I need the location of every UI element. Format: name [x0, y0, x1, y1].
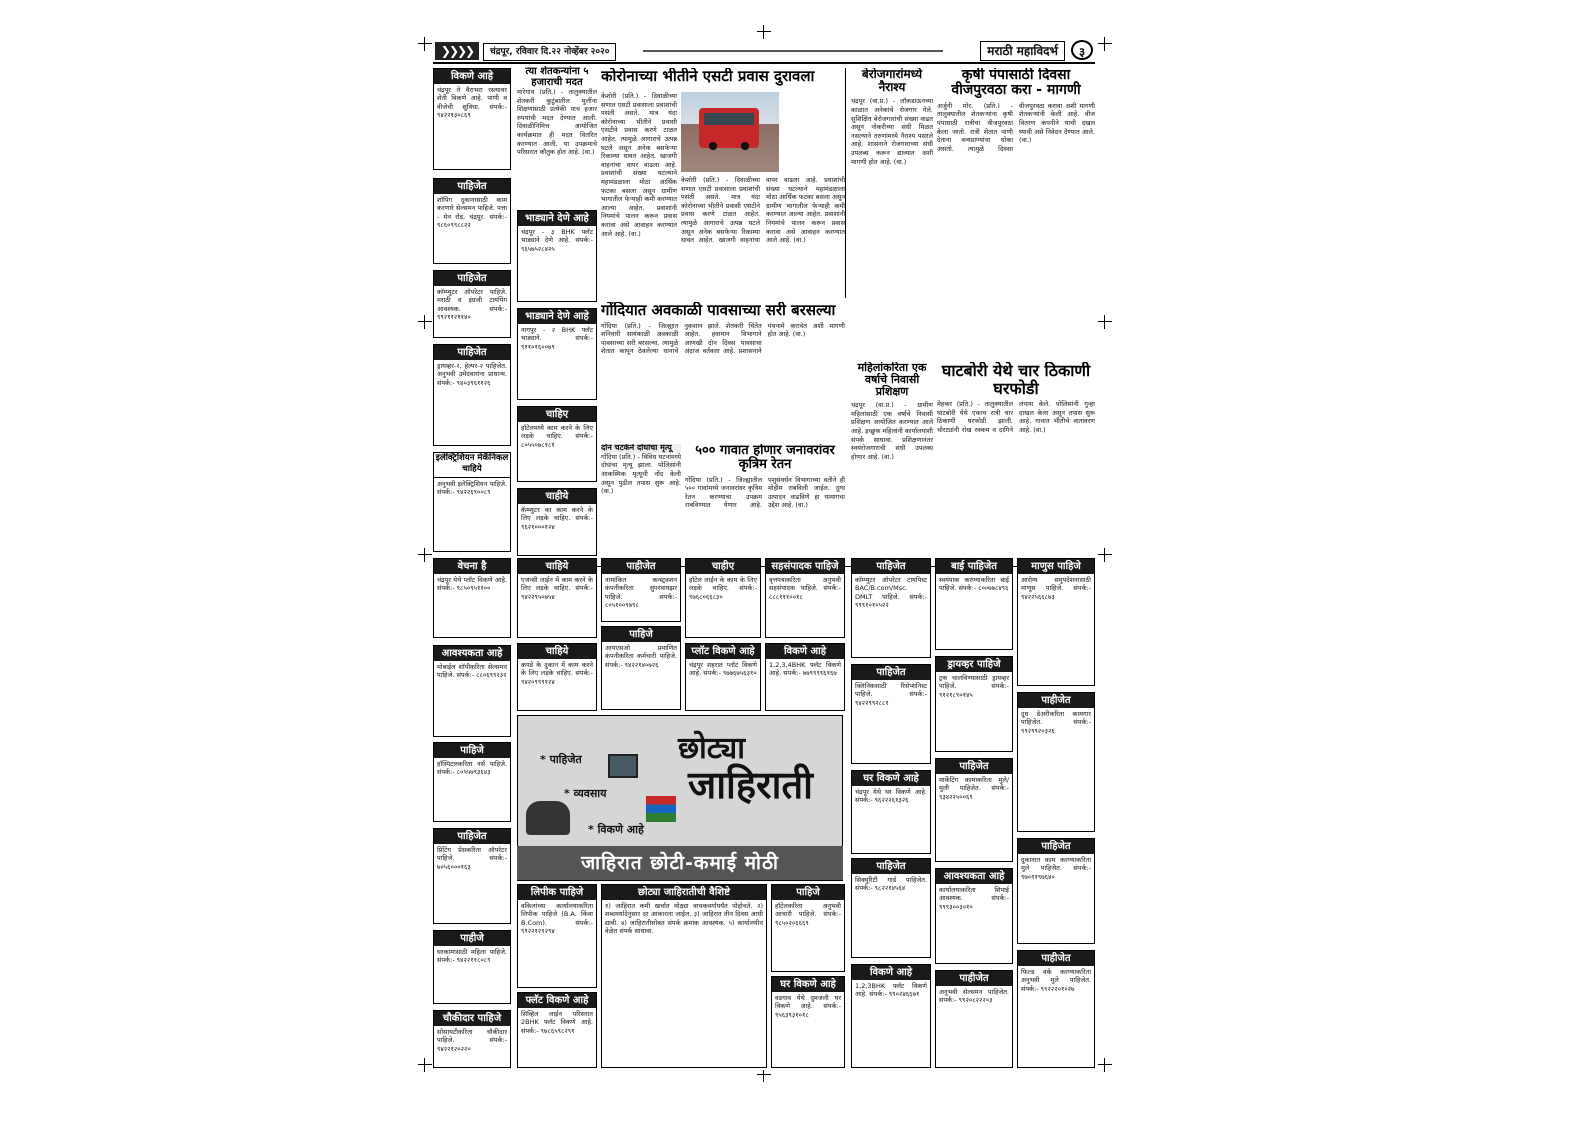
crop-mark: [418, 315, 432, 329]
ad-body: ड्रायव्हर-२, हेल्पर-२ पाहिजेत. अनुभवी उमेदवारांना प्राधान्य. संपर्क:- ९४०३९६११२६: [437, 362, 507, 387]
ad-title: माणुस पाहिजे: [1018, 559, 1094, 574]
crop-mark: [418, 1058, 432, 1072]
ad-title: ड्रायव्हर पाहिजे: [936, 657, 1012, 672]
banner-bullet: * विकणे आहे: [588, 823, 644, 836]
banner-slogan: जाहिरात छोटी-कमाई मोठी: [517, 846, 843, 880]
ad-body: कॅम्प्युटर का काम करने के लिए लड़के चाहिए. संपर्क:- ९६२१०००१२४: [521, 506, 593, 531]
classified-ad: [517, 406, 597, 482]
article-headline: त्या शेतकन्यांना ५ हजाराची मदत: [525, 66, 589, 88]
classified-ad: [1017, 558, 1095, 686]
article-headline: घाटबोरी येथे चार ठिकाणी घरफोडी: [941, 362, 1091, 398]
ad-title: चाहिये: [518, 559, 596, 574]
ad-body: कार्यालयाकरिता शिपाई आवश्यक. संपर्क:- ९९९३००३०१०: [939, 886, 1009, 911]
classified-ad: [433, 270, 511, 338]
ad-body: चंद्रपूर - ३ BHK फ्लॅट भाड्याने देणे आहे. संपर्क:- ९६५७५२८४२५: [521, 228, 593, 253]
chevron-icon: ❯❯❯❯: [435, 42, 479, 60]
ad-body: वकिलांच्या कार्यालयाकरिता लिपीक पाहिजे (B.A. किंवा B.Com). संपर्क:- ९९२२१२९२९४: [521, 902, 593, 936]
classified-ad: [935, 558, 1013, 650]
ad-body: चंद्रपूर येथे प्लॉट विकणे आहे. संपर्क:- ९८५०९५११००: [437, 576, 507, 593]
ad-title: आवश्यकता आहे: [434, 646, 510, 661]
ad-title: पाहीजेत: [602, 559, 680, 574]
dateline: चंद्रपूर, रविवार दि.२२ नोव्हेंबर २०२०: [483, 43, 616, 61]
article-theft: [937, 362, 1095, 562]
classified-ad: [517, 488, 597, 556]
ad-body: स्वयंपाक करण्याकरिता बाई पाहिजे. संपर्क:- ८००७७८४९६: [939, 576, 1009, 593]
classified-ad: [601, 626, 681, 710]
ad-title: चाहिए: [518, 407, 596, 422]
column-rule: [845, 68, 846, 298]
classified-ad: [851, 964, 931, 1068]
ad-body: नामांकित कन्स्ट्रक्शन कंपनीकरिता सुपरवायझर पाहिजे. संपर्क:- ८०५१००९७९८: [605, 576, 677, 610]
classified-ad: [433, 645, 511, 737]
article-body: गोंदिया (प्रति.) - विविध घटनांमध्ये दोघांचा मृत्यू झाला. पोलिसांनी आकस्मिक मृत्यूची नोंद केली असून पुढील तपास सुरू आहे. (वा.): [601, 452, 681, 496]
classified-ad: [517, 558, 597, 638]
ad-title: वेचना है: [434, 559, 510, 574]
crop-mark: [418, 548, 432, 562]
classified-ad: [517, 992, 597, 1068]
article-body: मेहकर (प्रति.) - तालुक्यातील घाटबोरी येथे एकाच रात्री चार ठिकाणी घरफोडी झाली. चोरट्यांनी रोख रक्कम व दागिने लंपास केले. पोलिसांनी गुन्हा दाखल केला असून तपास सुरू आहे. गावात भीतीचे वातावरण आहे. (वा.): [937, 400, 1095, 434]
masthead: मराठी महाविदर्भ: [980, 41, 1065, 61]
ad-body: सिव्हिल लाईन परिसरात 2BHK फ्लॅट विकणे आहे. संपर्क:- ९७८६५९८२९१: [521, 1010, 593, 1035]
ad-title: पाहीजे: [434, 931, 510, 946]
ad-body: 1,2,3,4BHK फ्लॅट विकणे आहे. संपर्क:- ७७९९९९६१६७: [769, 661, 841, 678]
classified-ad: [433, 178, 511, 264]
article-body: अर्जुनी मोर. (प्रति.) - तालुक्यातील शेतकऱ्यांना कृषी पंपासाठी रात्रीचा वीजपुरवठा केला जातो. रात्री शेतात पाणी देताना वन्यप्राण्यांचा धोका असतो. त्यामुळे दिवसा वीजपुरवठा करावा अशी मागणी शेतकऱ्यांनी केली आहे. वीज वितरण कंपनीने याची दखल घ्यावी असे निवेदन देण्यात आले. (वा.): [937, 101, 1095, 153]
banner-bullet: * व्यवसाय: [564, 787, 607, 800]
article-headline: गोंदियात अवकाळी पावसाच्या सरी बरसल्या: [601, 302, 836, 319]
ad-body: ट्रक चालविण्यासाठी ड्रायव्हर पाहिजे. संपर्क:- ९१२१८९०१४५: [939, 674, 1009, 699]
ad-title: विकणे आहे: [766, 644, 844, 659]
ad-title: भाड्याने देणे आहे: [518, 309, 596, 324]
ad-title: चौकीदार पाहिजे: [434, 1011, 510, 1026]
books-icon: [646, 796, 676, 822]
ad-body: हॉटेल लाईन के काम के लिए लड़के चाहिए. संपर्क:- ९७६८०६६८३०: [689, 576, 757, 601]
ad-title: पाहिजेत: [852, 859, 930, 874]
ad-title: प्लॉट विकणे आहे: [686, 644, 760, 659]
ad-title: चाहीए: [686, 559, 760, 574]
article-body-continued: केशोरी (प्रति.) - दिवाळीच्या सणात एसटी प्रवासाला प्रवाशांची पसंती असते. मात्र यंदा कोरोनाच्या भीतीने प्रवासी एसटीने प्रवास करणे टाळत आहेत. त्यामुळे आगाराचे उत्पन्न घटले असून अनेक बसफेऱ्या रिकाम्या धावत आहेत. खाजगी वाहनांचा वापर वाढला आहे. प्रवाशांची संख्या घटल्याने महामंडळाला मोठा आर्थिक फटका बसला असून ग्रामीण भागातील फेऱ्याही कमी करण्यात आल्या आहेत. प्रवाशांनी नियमांचे पालन करून प्रवास करावा असे आवाहन करण्यात आले आहे. (वा.): [681, 176, 845, 245]
classified-ad: [517, 884, 597, 988]
article-body: मारेगाव (प्रति.) - तालुक्यातील शेतकरी कुटुंबातील मुलींना शिक्षणासाठी प्रत्येकी पाच हजार रुपयांची मदत देण्यात आली. दिवाळीनिमित्त आयोजित कार्यक्रमात ही मदत वितरित करण्यात आली. या उपक्रमाचे परिसरात कौतुक होत आहे. (वा.): [517, 88, 597, 157]
ad-title: पाहिजेत: [852, 559, 930, 574]
ad-body: हॉटेलकरिता अनुभवी आचारी पाहिजे. संपर्क:- ९८५०२०६६६९: [775, 902, 841, 927]
classified-ad-features: [601, 884, 767, 1068]
classified-ad: [1017, 950, 1095, 1068]
crop-mark: [1098, 548, 1112, 562]
ad-title: पाहिजेत: [434, 829, 510, 844]
classified-ad: [433, 930, 511, 1004]
ad-title: भाड्याने देणे आहे: [518, 211, 596, 226]
article-headline: ५०० गावात होणार जनावरांवर कृत्रिम रेतन: [695, 444, 835, 473]
article-body: केशोरी (प्रति.) - दिवाळीच्या सणात एसटी प्रवासाला प्रवाशांची पसंती असते. मात्र यंदा कोरोनाच्या भीतीने प्रवासी एसटीने प्रवास करणे टाळत आहेत. त्यामुळे आगाराचे उत्पन्न घटले असून अनेक बसफेऱ्या रिकाम्या धावत आहेत. खाजगी वाहनांचा वापर वाढला आहे. प्रवाशांची संख्या घटल्याने महामंडळाला मोठा आर्थिक फटका बसला असून ग्रामीण भागातील फेऱ्याही कमी करण्यात आल्या आहेत. प्रवाशांनी नियमांचे पालन करून प्रवास करावा असे आवाहन करण्यात आले आहे. (वा.): [601, 92, 677, 238]
classified-ad: [601, 558, 681, 622]
article-death: [601, 444, 681, 562]
ad-body: आरोग्य समुपदेशनासाठी माणूस पाहिजे. संपर्क:- ९४२२५६६८७३: [1021, 576, 1091, 601]
ad-title: पाहीजेत: [1018, 951, 1094, 966]
ad-body: हॉटेलमध्ये काम करने के लिए लड़के चाहिए. संपर्क:- ८०५५०७८१८१: [521, 424, 593, 449]
ad-title: पाहिजेत: [936, 759, 1012, 774]
classified-ad: [517, 643, 597, 711]
article-body: गोंदिया (प्रति.) - जिल्ह्यात शनिवारी सायंकाळी अवकाळी पावसाच्या सरी बरसल्या. त्यामुळे शेतात कापून ठेवलेल्या धानाचे नुकसान झाले. शेतकरी चिंतेत आहेत. हवामान विभागाने आणखी दोन दिवस पावसाचा अंदाज वर्तवला आहे. प्रशासनाने पंचनामे करावेत अशी मागणी होत आहे. (वा.): [601, 321, 845, 356]
classified-ad: [851, 770, 931, 854]
classified-ad: [771, 884, 845, 972]
crop-mark: [757, 1068, 771, 1082]
article-agri: [937, 68, 1095, 358]
ad-title: पाहिजेत: [434, 271, 510, 286]
crop-mark: [1098, 315, 1112, 329]
banner-bullet: * पाहिजेत: [540, 753, 582, 766]
ad-body: कॉम्प्युटर ऑपरेटर टायपिस्ट BAC/B.com/Msc. DMLT पाहिजे. संपर्क:- ९९९१०१०५२२: [855, 576, 927, 610]
ad-body: चंद्रपूर ते वैराभरा रस्त्यावर शेती विकणे आहे. पाणी व वीजेची सुविधा. संपर्क:- ९४२२१३०८६९: [437, 86, 507, 120]
classified-ad: [851, 558, 931, 658]
ad-body: मार्केटिंग कामाकरिता मुले/मुली पाहिजेत. संपर्क:- ९३४२२५००६९: [939, 776, 1009, 801]
ad-title: पाहिजेत: [434, 179, 510, 194]
page-header: [433, 40, 1095, 64]
ad-body: कपडे के दुकान में काम करने के लिए लड़के चाहिए. संपर्क:- ९४२०९९९१२४: [521, 661, 593, 686]
ad-title: पाहिजे: [434, 743, 510, 758]
ad-title: पाहिजेत: [434, 345, 510, 360]
banner-title: छोट्या: [678, 731, 746, 766]
classified-ad: [1017, 692, 1095, 832]
article-headline: बेरोजगारांमध्ये नैराश्य: [861, 68, 923, 95]
ad-body: चंद्रपूर शहरात प्लॉट विकणे आहे. संपर्क:- ९७७६७५६३१०: [689, 661, 757, 678]
ad-body: अनुभवी इलेक्ट्रिशियन पाहिजे. संपर्क:- ९४२२६९००८९: [437, 480, 507, 497]
classified-ad: [517, 308, 597, 400]
ad-title: पाहिजेत: [852, 665, 930, 680]
ad-body: प्रिंटिंग प्रेसकरिता ऑपरेटर पाहिजे. संपर्क:- ७०५६०००१६३: [437, 846, 507, 871]
ad-title: पाहीजेत: [1018, 693, 1094, 708]
ad-title: आवश्यकता आहे: [936, 869, 1012, 884]
ad-body: दूध डेअरीकरिता कामगार पाहिजेत. संपर्क:- ९९२९९२०३२६: [1021, 710, 1091, 735]
ad-title: विकणे आहे: [434, 69, 510, 84]
classified-ad: [433, 344, 511, 446]
ad-title: पाहिजे: [772, 885, 844, 900]
ad-body: १) जाहिरात कमी खर्चात मोठ्या वाचकवर्गापर्यंत पोहोचते. २) शब्दमर्यादेनुसार दर आकारला जाईल. ३) जाहिरात तीन दिवस आधी द्यावी. ४) जाहिरातीसोबत संपर्क क्रमांक आवश्यक. ५) कार्यालयीन वेळेत संपर्क साधावा.: [605, 902, 763, 936]
ad-title: पाहीजेत: [936, 971, 1012, 986]
classified-ad: [433, 68, 511, 170]
header-rule: [643, 50, 943, 52]
article-headline: महिलांकरिता एक वर्षाचे निवासी प्रशिक्षण: [857, 362, 927, 399]
page-number: ३: [1071, 40, 1093, 60]
classified-ad: [685, 643, 761, 711]
article-body: चंद्रपूर (वा.प्र.) - लॉकडाऊनच्या काळात अनेकांचे रोजगार गेले. सुशिक्षित बेरोजगारांची संख्या वाढत असून नोकरीच्या संधी मिळत नसल्याने तरुणांमध्ये नैराश्य पसरले आहे. शासनाने रोजगाराच्या संधी उपलब्ध करून द्याव्यात अशी मागणी होत आहे. (वा.): [851, 97, 933, 166]
ad-body: आयएसओ प्रमाणित कंपनीकरिता कर्मचारी पाहिजे. संपर्क:- ९४२२१४०७२६: [605, 644, 677, 669]
bus-photo: [681, 92, 779, 172]
article-body: गोंदिया (प्रति.) - जिल्ह्यातील ५०० गावांमध्ये जनावरांवर कृत्रिम रेतन करण्याचा उपक्रम राबविण्यात येणार आहे. पशुसंवर्धन विभागाच्या वतीने ही मोहीम राबविली जाईल. दुग्ध उत्पादन वाढविणे हा यामागचा उद्देश आहे. (वा.): [685, 475, 845, 510]
article-ratan: [685, 444, 845, 562]
classified-ad: [935, 656, 1013, 752]
classified-ad: [935, 758, 1013, 862]
article-girls: [517, 66, 597, 206]
crop-mark: [1098, 1058, 1112, 1072]
ad-title: लिपीक पाहिजे: [518, 885, 596, 900]
ad-body: सोसायटीकरिता चौकीदार पाहिजे. संपर्क:- ९४२२१२०२२०: [437, 1028, 507, 1053]
ad-body: फिल्ड वर्क करण्याकरिता अनुभवी मुले पाहिजेत. संपर्क:- ९९२२२०१०२७: [1021, 968, 1091, 993]
ad-title: फ्लॅट विकणे आहे: [518, 993, 596, 1008]
classified-ad: [765, 558, 845, 638]
classified-ad: [433, 558, 511, 638]
ad-body: सिक्युरिटी गार्ड पाहिजेत. संपर्क:- ९८२२१४५६४: [855, 876, 927, 893]
ad-body: घरकामासाठी महिला पाहिजे. संपर्क:- ९४२२११८०८९: [437, 948, 507, 965]
ad-title: इलेक्ट्रिशियन मेकॅनिकल चाहिये: [434, 453, 510, 478]
crop-mark: [757, 25, 771, 39]
article-headline: कृषी पंपासाठी दिवसा वीजपुरवठा करा - मागणी: [951, 68, 1081, 99]
article-body: चंद्रपूर (वा.प्र.) - ग्रामीण महिलांसाठी एक वर्षाचे निवासी प्रशिक्षण आयोजित करण्यात आले आहे. इच्छुक महिलांनी कार्यालयाशी संपर्क साधावा. प्रशिक्षणानंतर स्वयंरोजगाराची संधी उपलब्ध होणार आहे. (वा.): [851, 401, 933, 461]
ad-body: 1,2,3BHK फ्लॅट विकणे आहे. संपर्क:- ९९०२४६६७१: [855, 982, 927, 999]
ad-title: पाहिजेत: [1018, 839, 1094, 854]
classified-ad: [935, 970, 1013, 1068]
ad-title: बाई पाहिजेत: [936, 559, 1012, 574]
ad-body: कॉम्प्युटर ऑपरेटर पाहिजे. मराठी व इंग्रजी टायपिंग आवश्यक. संपर्क:- ९९२११२११४०: [437, 288, 507, 322]
ad-body: एजन्सी लाईन में काम करने के लिए लड़के चाहिए. संपर्क:- ९४२२९५०७५४: [521, 576, 593, 601]
ad-body: नागपूर - २ BHK फ्लॅट भाड्याने. संपर्क:- ९११०१६००७९: [521, 326, 593, 351]
classified-ad: [1017, 838, 1095, 944]
ad-body: मोबाईल शॉपीकरिता सेल्समन पाहिजे. संपर्क:- ८८०६९९२३२: [437, 663, 507, 680]
crop-mark: [418, 37, 432, 51]
classified-ad: [517, 210, 597, 302]
classified-ad: [771, 976, 845, 1068]
ad-title: पाहिजे: [602, 627, 680, 642]
article-headline: कोरोनाच्या भीतीने एसटी प्रवास दुरावला: [601, 68, 815, 85]
classified-ad: [433, 828, 511, 924]
classified-ad: [765, 643, 845, 711]
ad-title: सहसंपादक पाहिजे: [766, 559, 844, 574]
ad-title: विकणे आहे: [852, 965, 930, 980]
ad-body: दुकानात काम करण्याकरिता मुले पाहिजेत. संपर्क:- ९७०९१९७६४०: [1021, 856, 1091, 881]
crop-mark: [1098, 37, 1112, 51]
classified-ad: [685, 558, 761, 638]
ad-title: चाहिये: [518, 644, 596, 659]
classified-ad: [851, 858, 931, 958]
ad-body: हॉस्पिटलकरिता नर्स पाहिजे. संपर्क:- ८०५५७९३६४३: [437, 760, 507, 777]
ad-title: घर विकणे आहे: [852, 771, 930, 786]
ad-body: वृत्तपत्राकरिता अनुभवी सहसंपादक पाहिजे. संपर्क:- ८८८१११००१८: [769, 576, 841, 601]
telephone-icon: [526, 801, 570, 835]
article-rain: [601, 302, 845, 442]
ad-body: चंद्रपूर येथे घर विकणे आहे. संपर्क:- ९६२२२६१३२६: [855, 788, 927, 805]
article-training: [851, 362, 933, 562]
classified-ad: [433, 452, 511, 552]
classified-ad: [433, 742, 511, 822]
newspaper-page: [433, 40, 1095, 1070]
ad-body: क्लिनिकसाठी रिसेप्शनिस्ट पाहिजे. संपर्क:- ९४२२९९२८८१: [855, 682, 927, 707]
ad-title: चाहीये: [518, 489, 596, 504]
classified-ad: [851, 664, 931, 764]
article-st: [601, 68, 845, 298]
article-unemployment: [851, 68, 933, 358]
ad-body: अनुभवी सेल्समन पाहिजेत. संपर्क:- ९९२०८२२२०३: [939, 988, 1009, 1005]
article-headline: दोन चटकेने दोघांचा मृत्यू: [601, 444, 681, 453]
ad-body: वडगाव येथे दुमजली घर विकणे आहे. संपर्क:- ९५६३९३१०१८: [775, 994, 841, 1019]
classified-ad: [935, 868, 1013, 964]
ad-body: शॉपिंग दुकानासाठी काम करणारे सेल्समन पाहिजे. पत्ता - मेन रोड, चंद्रपूर. संपर्क:- ९८६०९९८८२२: [437, 196, 507, 230]
banner-title-main: जाहिराती: [688, 763, 813, 807]
ad-title: छोट्या जाहिरातीची वैशिष्टे: [602, 885, 766, 900]
classified-ad: [433, 1010, 511, 1068]
ad-title: घर विकणे आहे: [772, 977, 844, 992]
computer-icon: [608, 754, 638, 778]
